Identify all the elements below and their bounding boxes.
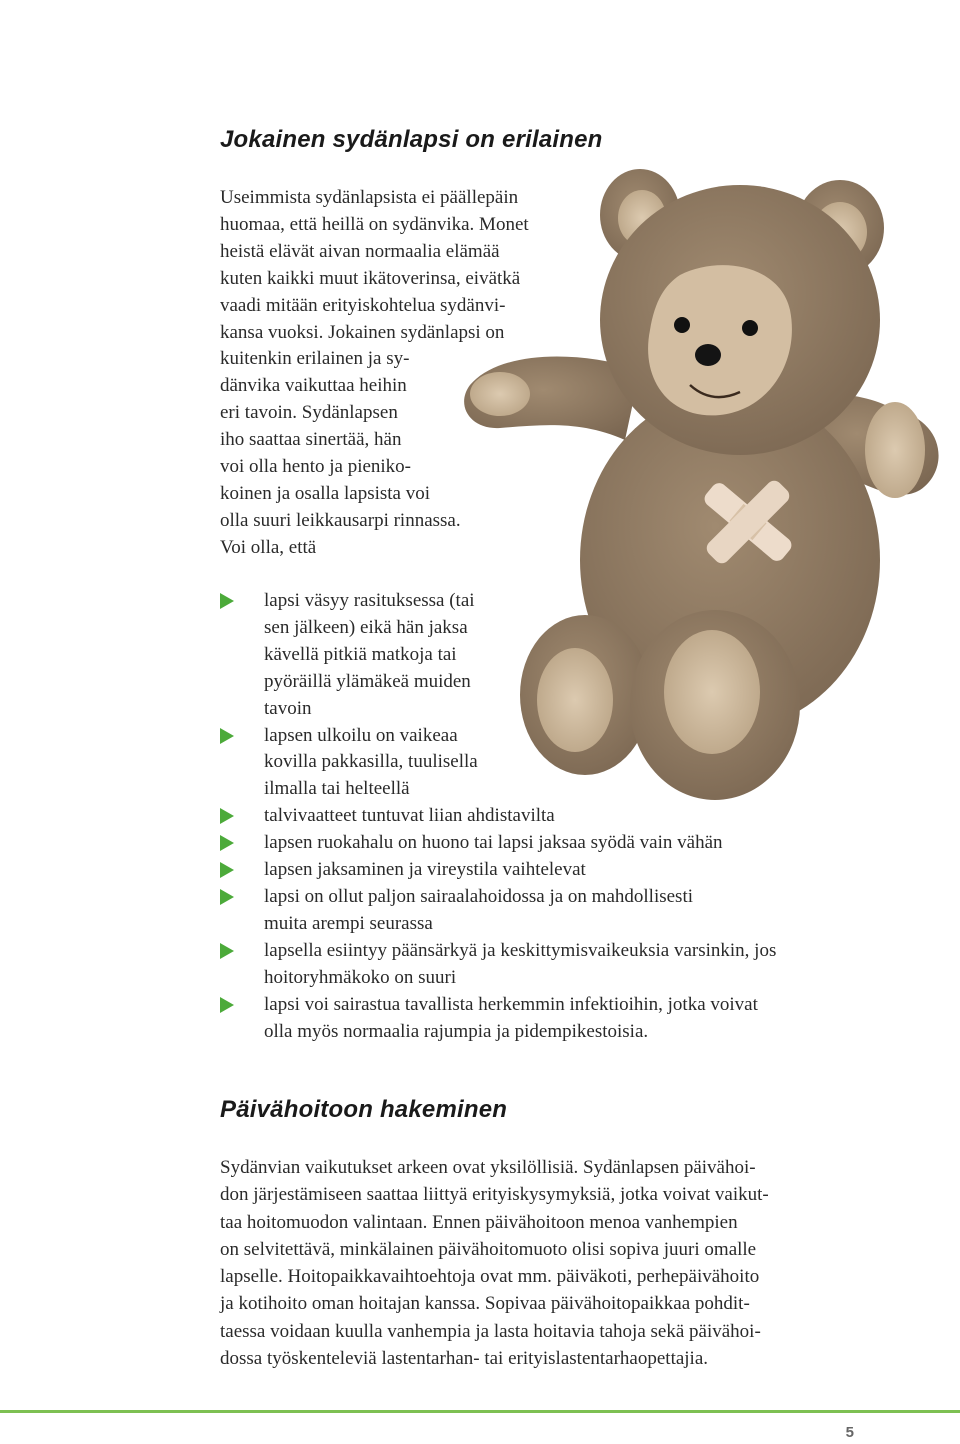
text-line: taa hoitomuodon valintaan. Ennen päivähoitoon menoa vanhempien: [220, 1211, 738, 1233]
text-line: heistä elävät aivan normaalia elämää: [220, 240, 500, 262]
text-line: lapsen jaksaminen ja vireystila vaihtelevat: [264, 859, 586, 881]
text-line: pyöräillä ylämäkeä muiden: [264, 670, 471, 692]
text-line: olla myös normaalia rajumpia ja pidempikestoisia.: [264, 1020, 649, 1042]
text-line: kovilla pakkasilla, tuulisella: [264, 751, 478, 773]
triangle-right-icon: [220, 593, 234, 609]
text-line: taessa voidaan kuulla vanhempia ja lasta hoitavia tahoja sekä päivähoi-: [220, 1320, 761, 1342]
intro-paragraph: [220, 185, 610, 562]
text-line: ilmalla tai helteellä: [264, 778, 410, 800]
daycare-paragraph: [220, 1154, 769, 1372]
text-line: lapsi on ollut paljon sairaalahoidossa ja on mahdollisesti: [264, 885, 694, 907]
text-line: sen jälkeen) eikä hän jaksa: [264, 616, 468, 638]
page-number: 5: [845, 1424, 854, 1441]
list-item: [220, 588, 776, 723]
section-title-paivahoito: Päivähoitoon hakeminen: [220, 1096, 508, 1123]
triangle-right-icon: [220, 997, 234, 1013]
text-line: don järjestämiseen saattaa liittyä erityiskysymyksiä, jotka voivat vaikut-: [220, 1184, 769, 1206]
text-line: Voi olla, että: [220, 536, 317, 558]
list-item: [220, 884, 776, 938]
list-item: [220, 803, 776, 830]
text-line: kävellä pitkiä matkoja tai: [264, 643, 457, 665]
text-line: on selvitettävä, minkälainen päivähoitomuoto olisi sopiva juuri omalle: [220, 1238, 757, 1260]
list-item: [220, 723, 776, 804]
triangle-right-icon: [220, 889, 234, 905]
triangle-right-icon: [220, 835, 234, 851]
triangle-right-icon: [220, 728, 234, 744]
text-line: iho saattaa sinertää, hän: [220, 429, 402, 451]
text-line: kuitenkin erilainen ja sy-: [220, 348, 410, 370]
text-line: hoitoryhmäkoko on suuri: [264, 966, 457, 988]
footer-divider: [0, 1410, 960, 1413]
text-line: olla suuri leikkausarpi rinnassa.: [220, 509, 461, 531]
list-item: [220, 938, 776, 992]
text-line: Sydänvian vaikutukset arkeen ovat yksilöllisiä. Sydänlapsen päivähoi-: [220, 1157, 756, 1178]
text-line: ja kotihoito oman hoitajan kanssa. Sopivaa päivähoitopaikkaa pohdit-: [220, 1293, 750, 1315]
text-line: talvivaatteet tuntuvat liian ahdistavilta: [264, 805, 555, 827]
text-line: vaadi mitään erityiskohtelua sydänvi-: [220, 294, 506, 316]
text-line: dänvika vaikuttaa heihin: [220, 375, 407, 397]
triangle-right-icon: [220, 943, 234, 959]
text-line: voi olla hento ja pieniko-: [220, 456, 412, 478]
text-line: lapsella esiintyy päänsärkyä ja keskittymisvaikeuksia varsinkin, jos: [264, 939, 777, 961]
text-line: dossa työskenteleviä lastentarhan- tai erityislastentarhaopettajia.: [220, 1348, 709, 1370]
text-line: kuten kaikki muut ikätoverinsa, eivätkä: [220, 267, 521, 289]
text-line: Useimmista sydänlapsista ei päällepäin: [220, 187, 519, 208]
text-line: muita arempi seurassa: [264, 912, 433, 934]
bullet-list: [220, 588, 776, 1045]
section-title-jokainen: Jokainen sydänlapsi on erilainen: [220, 126, 603, 153]
text-line: lapsi väsyy rasituksessa (tai: [264, 590, 475, 611]
list-item: [220, 857, 776, 884]
text-line: koinen ja osalla lapsista voi: [220, 482, 431, 504]
text-line: lapsen ulkoilu on vaikeaa: [264, 724, 458, 746]
text-line: lapsi voi sairastua tavallista herkemmin infektioihin, jotka voivat: [264, 993, 758, 1015]
text-line: eri tavoin. Sydänlapsen: [220, 402, 398, 424]
text-line: tavoin: [264, 697, 312, 719]
list-item: [220, 992, 776, 1046]
text-line: kansa vuoksi. Jokainen sydänlapsi on: [220, 321, 505, 343]
list-item: [220, 830, 776, 857]
triangle-right-icon: [220, 862, 234, 878]
triangle-right-icon: [220, 808, 234, 824]
text-line: lapsen ruokahalu on huono tai lapsi jaksaa syödä vain vähän: [264, 832, 723, 854]
text-line: huomaa, että heillä on sydänvika. Monet: [220, 213, 529, 235]
text-line: lapselle. Hoitopaikkavaihtoehtoja ovat mm. päiväkoti, perhepäivähoito: [220, 1266, 760, 1288]
